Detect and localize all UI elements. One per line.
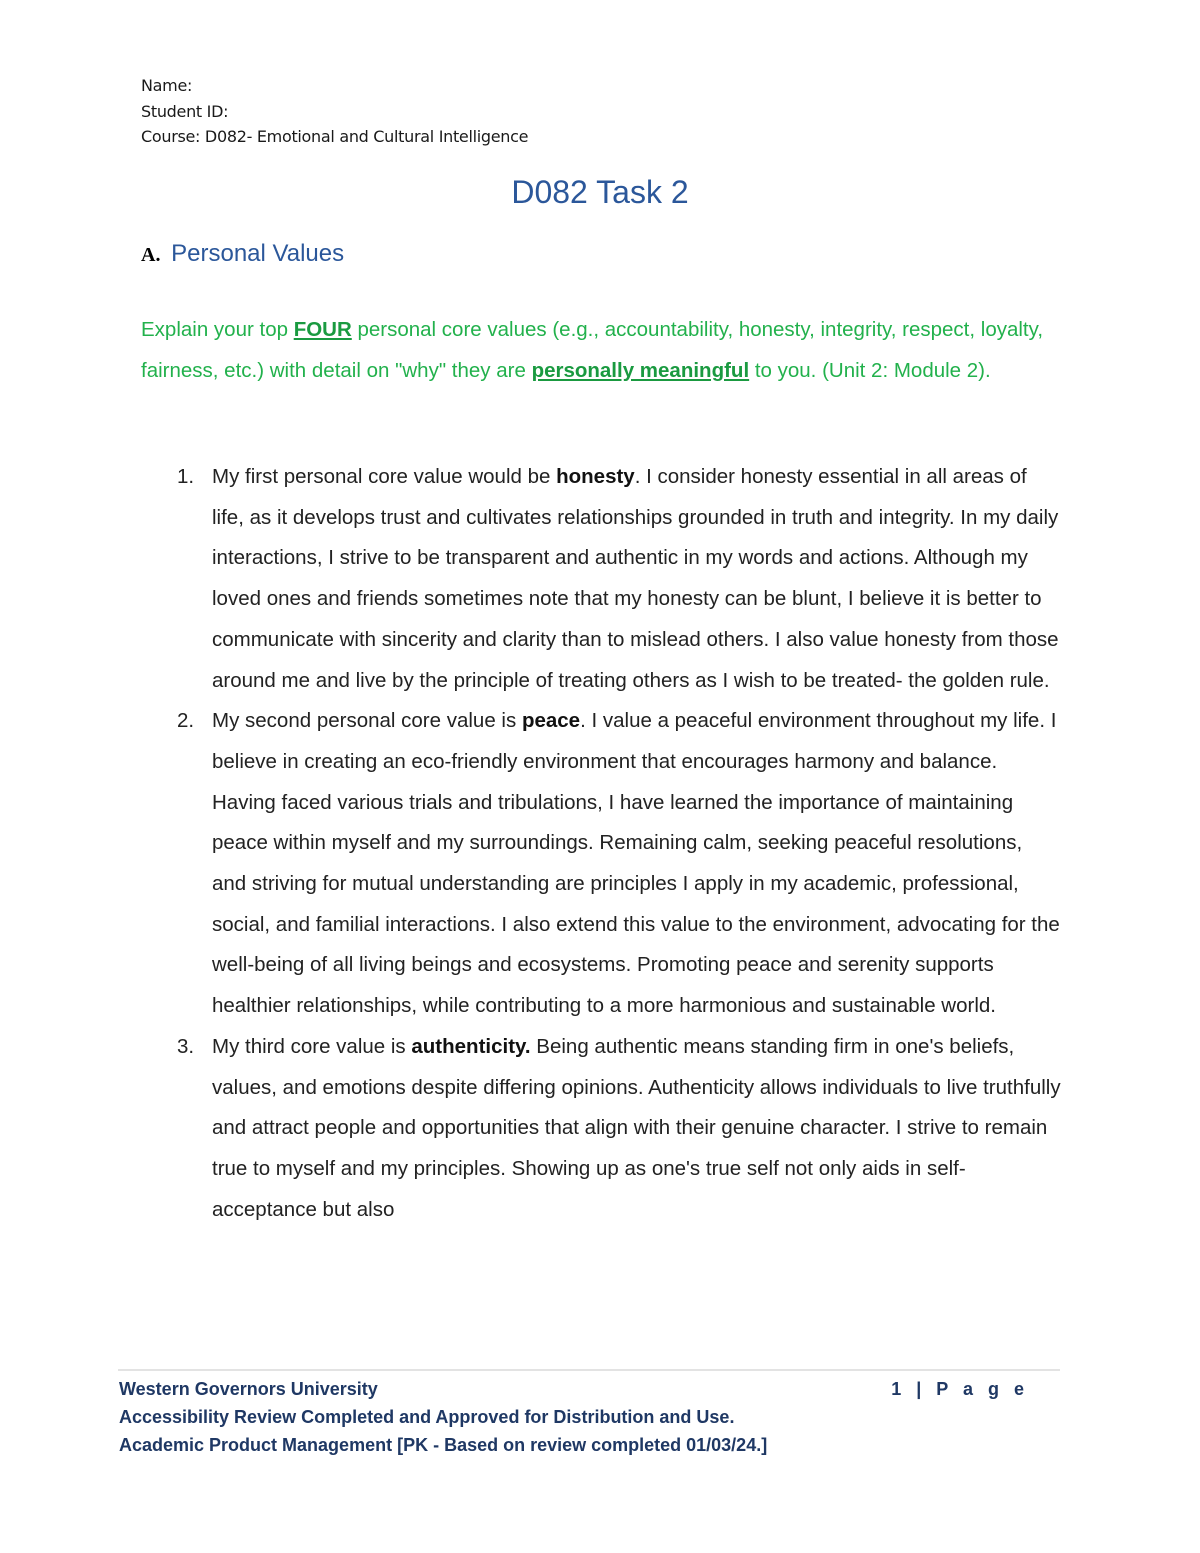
section-letter: A. [141,244,161,266]
footer-review-note: Academic Product Management [PK - Based on review completed 01/03/24.] [119,1435,768,1455]
prompt-emphasis-four: FOUR [293,318,352,341]
student-info-header [141,73,528,150]
footer-divider [118,1369,1060,1371]
section-heading [141,240,344,268]
prompt-text-3: to you. (Unit 2: Module 2). [749,359,991,382]
prompt-text-2: personal core values (e.g., accountability, honesty, integrity, respect, loyalty, fairness, etc.) with detail on "why" they are [141,318,1044,382]
footer-institution: Western Governors University [119,1379,378,1399]
answer-body: . I value a peaceful environment throughout my life. I believe in creating an eco-friendly environment that encourages harmony and balance. Having faced various trials and tribulations, I have learned the importance of maintaining peace within myself and my surroundings. Remaining calm, seeking peaceful resolutions, and striving for mutual understanding are principles I apply in my academic, professional, social, and familial interactions. I also extend this value to the environment, advocating for the well-being of all living beings and ecosystems. Promoting peace and serenity supports healthier relationships, while contributing to a more harmonious and sustainable world. [212,709,1060,1018]
task-prompt [141,309,1061,391]
prompt-text-1: Explain your top [141,318,294,341]
student-id-label: Student ID: [141,101,229,121]
list-number: 2. [177,709,195,733]
section-title: Personal Values [171,240,345,267]
course-label: Course: D082- Emotional and Cultural Intelligence [141,127,529,146]
core-values-list [141,457,1061,1230]
page-footer [119,1375,1029,1459]
name-label: Name: [141,76,193,95]
answer-lead: My third core value is [212,1034,412,1058]
prompt-emphasis-meaningful: personally meaningful [531,359,750,382]
list-item [141,457,1061,701]
core-value-term: peace [521,709,581,733]
core-value-term: honesty [556,465,635,488]
list-number: 3. [177,1034,195,1058]
answer-lead: My first personal core value would be [212,465,557,488]
list-number: 1. [177,465,195,488]
list-item [141,701,1061,1027]
list-item [141,1027,1061,1231]
answer-body: Being authentic means standing firm in one's beliefs, values, and emotions despite differing opinions. Authenticity allows individuals to live truthfully and attract people and opportunities that align with their genuine character. I strive to remain true to myself and my principles. Showing up as one's true self not only aids in self-acceptance but also [212,1034,1061,1221]
core-value-term: authenticity. [411,1034,531,1058]
footer-accessibility-note: Accessibility Review Completed and Approved for Distribution and Use. [119,1407,735,1427]
answer-body: . I consider honesty essential in all areas of life, as it develops trust and cultivates relationships grounded in truth and integrity. In my daily interactions, I strive to be transparent and authentic in my words and actions. Although my loved ones and friends sometimes note that my honesty can be blunt, I believe it is better to communicate with sincerity and clarity than to mislead others. I also value honesty from those around me and live by the principle of treating others as I wish to be treated- the golden rule. [212,465,1059,692]
document-title-text: D082 Task 2 [511,174,689,210]
page-number: 1 | P a g e [891,1379,1029,1399]
document-title [0,174,1200,211]
answer-lead: My second personal core value is [212,709,522,733]
